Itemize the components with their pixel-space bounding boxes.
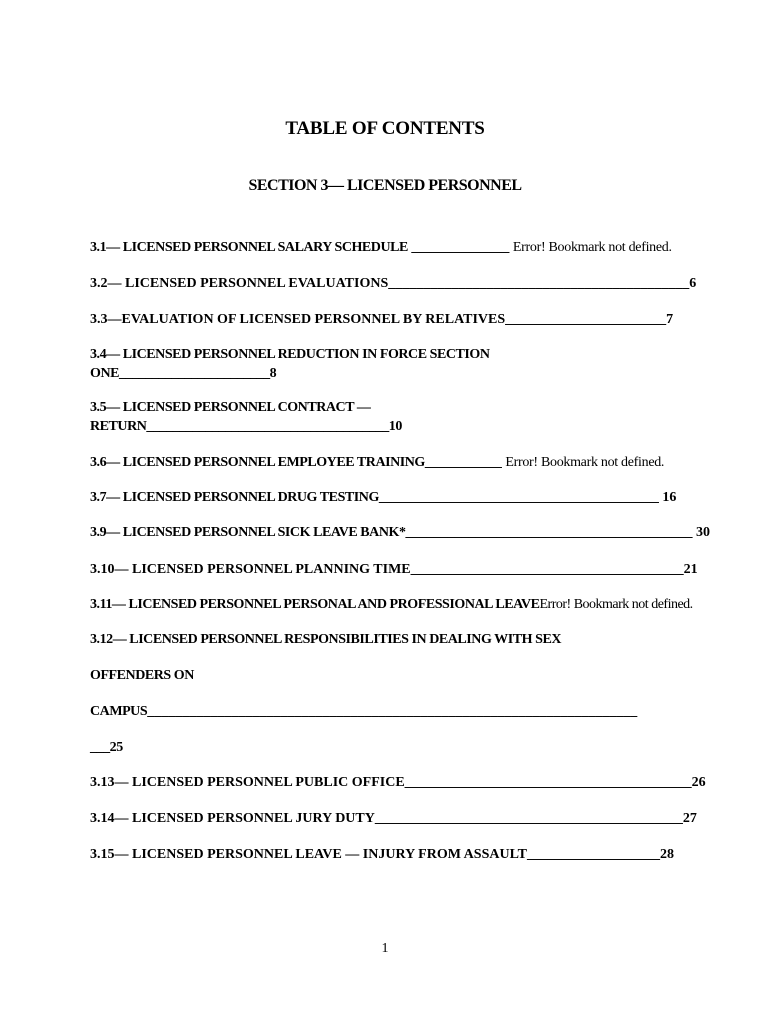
toc-entry-title-continued: CAMPUS <box>90 704 148 719</box>
toc-page-number: 16 <box>662 490 677 505</box>
toc-entry-3-3[interactable] <box>90 312 673 328</box>
toc-entry-title: 3.2— LICENSED PERSONNEL EVALUATIONS <box>90 276 389 291</box>
toc-leader: ______________ <box>411 240 510 255</box>
toc-entry-title: 3.12— LICENSED PERSONNEL RESPONSIBILITIES IN DEALING WITH SEX <box>90 632 561 647</box>
toc-entry-title: 3.3—EVALUATION OF LICENSED PERSONNEL BY RELATIVES <box>90 312 506 327</box>
toc-leader: _______________________________________ <box>410 562 684 577</box>
toc-entry-title: 3.7— LICENSED PERSONNEL DRUG TESTING <box>90 490 379 505</box>
toc-page-number: 6 <box>689 276 697 291</box>
toc-entry-title: 3.11— LICENSED PERSONNEL PERSONAL AND PROFESSIONAL LEAVE <box>90 597 540 612</box>
toc-entry-3-4[interactable] <box>90 347 490 382</box>
toc-error-note: Error! Bookmark not defined. <box>539 597 693 612</box>
toc-entry-3-11[interactable] <box>90 597 693 613</box>
toc-entry-title: 3.10— LICENSED PERSONNEL PLANNING TIME <box>90 562 411 577</box>
toc-page-number: 28 <box>659 847 674 862</box>
toc-page-number: 27 <box>682 811 697 826</box>
toc-error-note: Error! Bookmark not defined. <box>512 240 672 255</box>
toc-leader: _______________________ <box>505 312 667 327</box>
toc-entry-3-7[interactable] <box>90 490 676 506</box>
toc-entry-title: 3.1— LICENSED PERSONNEL SALARY SCHEDULE <box>90 240 408 255</box>
toc-entry-3-12[interactable] <box>90 632 637 756</box>
toc-leader: ___________________ <box>526 847 660 862</box>
toc-leader: ________________________________________ <box>378 490 659 505</box>
toc-leader: _____________________________________ <box>146 419 389 434</box>
toc-entry-3-5[interactable] <box>90 400 402 435</box>
toc-entry-3-2[interactable] <box>90 276 696 292</box>
toc-entry-title: 3.9— LICENSED PERSONNEL SICK LEAVE BANK* <box>90 525 406 540</box>
toc-entry-3-10[interactable] <box>90 562 698 578</box>
toc-leader: _______________________ <box>119 366 270 381</box>
toc-entry-title-continued: ONE <box>90 366 119 381</box>
page-number: 1 <box>381 941 389 956</box>
toc-entry-3-14[interactable] <box>90 811 697 827</box>
toc-leader: ____________________________________________ <box>374 811 683 826</box>
toc-entry-title: 3.13— LICENSED PERSONNEL PUBLIC OFFICE <box>90 775 405 790</box>
toc-entry-3-1[interactable] <box>90 240 672 256</box>
toc-entry-title: 3.5— LICENSED PERSONNEL CONTRACT — <box>90 400 371 415</box>
toc-entry-3-9[interactable] <box>90 525 710 541</box>
toc-page-number: 10 <box>388 419 402 434</box>
document-title: TABLE OF CONTENTS <box>285 118 485 139</box>
toc-entry-title: 3.4— LICENSED PERSONNEL REDUCTION IN FORCE SECTION <box>90 347 490 362</box>
section-heading: SECTION 3— LICENSED PERSONNEL <box>248 177 522 194</box>
toc-entry-title-continued: RETURN <box>90 419 147 434</box>
toc-page-number: 21 <box>683 562 698 577</box>
toc-leader: ______________________________________________________________________ <box>147 704 638 719</box>
toc-entry-3-13[interactable] <box>90 775 706 791</box>
toc-page-number: 7 <box>666 312 674 327</box>
toc-page-number: 8 <box>269 366 277 381</box>
toc-leader: ___________ <box>424 455 502 470</box>
toc-page-number: 25 <box>109 740 123 755</box>
toc-entry-title: 3.6— LICENSED PERSONNEL EMPLOYEE TRAINING <box>90 455 425 470</box>
toc-entry-title: 3.14— LICENSED PERSONNEL JURY DUTY <box>90 811 375 826</box>
toc-leader: ___ <box>90 740 110 755</box>
toc-page-number: 26 <box>691 775 706 790</box>
toc-entry-3-6[interactable] <box>90 455 664 471</box>
toc-leader: _________________________________________ <box>405 525 693 540</box>
toc-entry-title: 3.15— LICENSED PERSONNEL LEAVE — INJURY FROM ASSAULT <box>90 847 527 862</box>
toc-leader: ___________________________________________ <box>388 276 690 291</box>
toc-leader: _________________________________________ <box>404 775 692 790</box>
toc-error-note: Error! Bookmark not defined. <box>505 455 665 470</box>
toc-entry-title-continued: OFFENDERS ON <box>90 668 194 683</box>
toc-page-number: 30 <box>696 525 710 540</box>
toc-entry-3-15[interactable] <box>90 847 674 863</box>
